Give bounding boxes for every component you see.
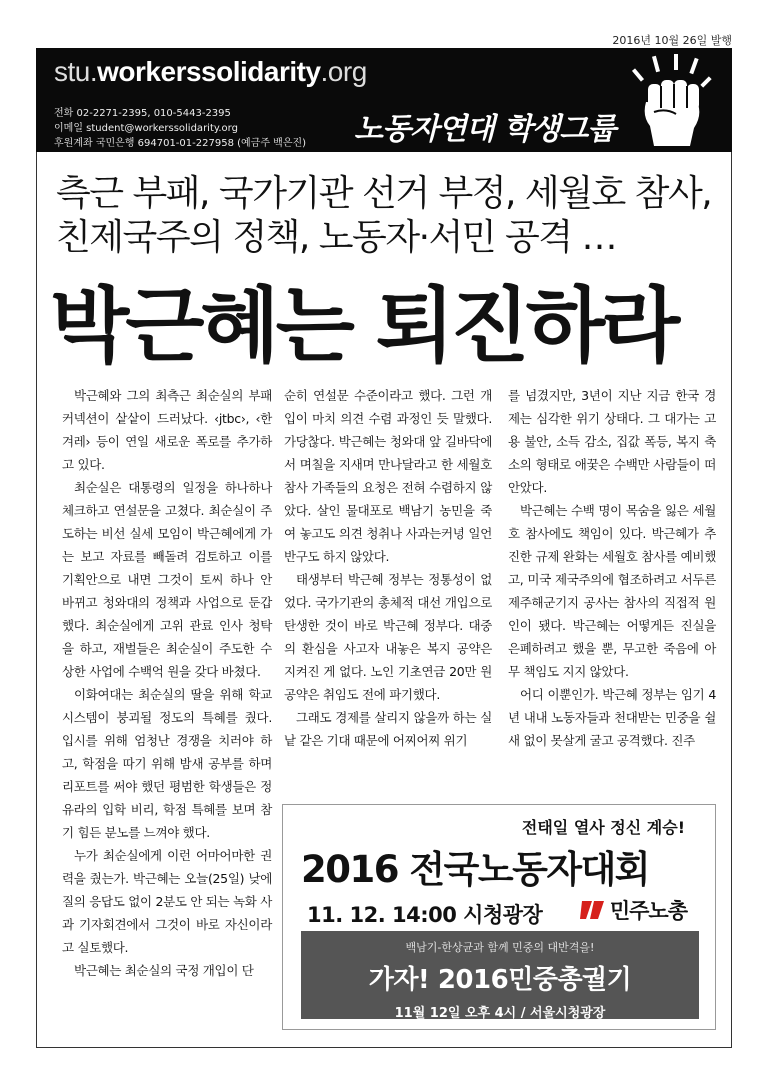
paragraph: 를 넘겼지만, 3년이 지난 지금 한국 경제는 심각한 위기 상태다. 그 대가는 고용 불안, 소득 감소, 집값 폭등, 복지 축소의 형태로 애꿎은 수백만 사람들이 떠안았다.: [508, 388, 716, 495]
kctu-name: 민주노총: [609, 899, 687, 923]
account-line: 후원계좌 국민은행 694701-01-227958 (예금주 백은진): [54, 138, 307, 149]
kctu-logo: [578, 895, 687, 925]
article-column-3: [508, 384, 716, 752]
paragraph: 순히 연설문 수준이라고 했다. 그런 개입이 마치 의견 수렴 과정인 듯 말했다. 가당찮다. 박근혜는 청와대 앞 길바닥에서 며칠을 지새며 만나달라고 한 세월호 참사 가족들의 요청은 전혀 수렴하지 않았다. 살인 물대포로 백남기 농민을 죽여 놓고도 의견 청취나 사과는커녕 일언반구도 하지 않았다.: [284, 388, 492, 564]
subheadline-line-2: 친제국주의 정책, 노동자·서민 공격 …: [56, 217, 617, 258]
article-column-2: [284, 384, 492, 752]
uprising-banner: [301, 931, 699, 1019]
email-line: 이메일 student@workerssolidarity.org: [54, 123, 238, 134]
kctu-logo-icon: [578, 897, 606, 923]
publication-date: 2016년 10월 26일 발행: [612, 34, 732, 47]
ad-title: 2016 전국노동자대회: [301, 848, 650, 891]
phone-line: 전화 02-2271-2395, 010-5443-2395: [54, 108, 231, 119]
paragraph: 박근혜는 수백 명이 목숨을 잃은 세월호 참사에도 책임이 있다. 박근혜가 추진한 규제 완화는 세월호 참사를 예비했고, 미국 제국주의에 협조하려고 서두른 제주해군기지 공사는 참사의 직접적 원인이 됐다. 박근혜는 어떻게든 진실을 은폐하려고 했을 뿐, 무고한 죽음에 아무 책임도 지지 않았다.: [508, 503, 716, 679]
banner-top-text: 백남기-한상균과 함께 민중의 대반격을!: [405, 941, 595, 954]
contact-info: [54, 106, 306, 151]
paragraph: 그래도 경제를 살리지 않을까 하는 실낱 같은 기대 때문에 어찌어찌 위기: [284, 710, 492, 748]
ad-date-place: 11. 12. 14:00 시청광장: [307, 903, 543, 927]
main-headline: 박근혜는 퇴진하라: [50, 279, 677, 374]
paragraph: 누가 최순실에게 이런 어마어마한 권력을 줬는가. 박근혜는 오늘(25일) 낮에 질의 응답도 없이 2분도 안 되는 녹화 사과 기자회견에서 그것이 바로 자신이라고 실토했다.: [62, 848, 272, 955]
raised-fist-icon: [624, 54, 714, 146]
paragraph: 최순실은 대통령의 일정을 하나하나 체크하고 연설문을 고쳤다. 최순실이 주도하는 비선 실세 모임이 박근혜에게 가는 보고 자료를 빼돌려 검토하고 이를 기획안으로 내면 그것이 토씨 하나 안 바뀌고 청와대의 정책과 사업으로 둔갑했다. 최순실에게 고위 관료 인사 청탁을 하고, 재벌들은 최순실이 주도한 수상한 사업에 수백억 원을 갖다 바쳤다.: [62, 480, 272, 679]
paragraph: 박근혜와 그의 최측근 최순실의 부패 커넥션이 샅샅이 드러났다. ‹jtbc›, ‹한겨레› 등이 연일 새로운 폭로를 추가하고 있다.: [62, 388, 272, 472]
banner-main-text: 가자! 2016민중총궐기: [368, 965, 632, 995]
paragraph: 박근혜는 최순실의 국정 개입이 단: [74, 963, 254, 978]
masthead: [36, 48, 732, 152]
site-url: stu.workerssolidarity.org: [54, 56, 367, 87]
paragraph: 태생부터 박근혜 정부는 정통성이 없었다. 국가기관의 총체적 대선 개입으로 탄생한 것이 바로 박근혜 정부다. 대중의 환심을 사고자 내놓은 복지 공약은 지켜진 게 없다. 노인 기초연금 20만 원 공약은 취임도 전에 파기했다.: [284, 572, 492, 702]
banner-sub-text: 11월 12일 오후 4시 / 서울시청광장: [394, 1006, 606, 1021]
rally-advertisement: [282, 804, 716, 1030]
paragraph: 이화여대는 최순실의 딸을 위해 학교 시스템이 붕괴될 정도의 특혜를 줬다. 입시를 위해 엄청난 경쟁을 치러야 하고, 학점을 따기 위해 밤새 공부를 하며 리포트를 써야 했던 평범한 학생들은 정유라의 입학 비리, 학점 특혜를 보며 참기 힘든 분노를 느껴야 했다.: [62, 687, 272, 840]
ad-tagline: 전태일 열사 정신 계승!: [521, 818, 685, 837]
article-column-1: [62, 384, 272, 982]
subheadline-line-1: 측근 부패, 국가기관 선거 부정, 세월호 참사,: [56, 173, 712, 214]
group-name: 노동자연대 학생그룹: [354, 112, 616, 147]
paragraph: 어디 이뿐인가. 박근혜 정부는 임기 4년 내내 노동자들과 천대받는 민중을 쉴 새 없이 못살게 굴고 공격했다. 진주: [508, 687, 716, 748]
subheadline: [56, 172, 716, 260]
